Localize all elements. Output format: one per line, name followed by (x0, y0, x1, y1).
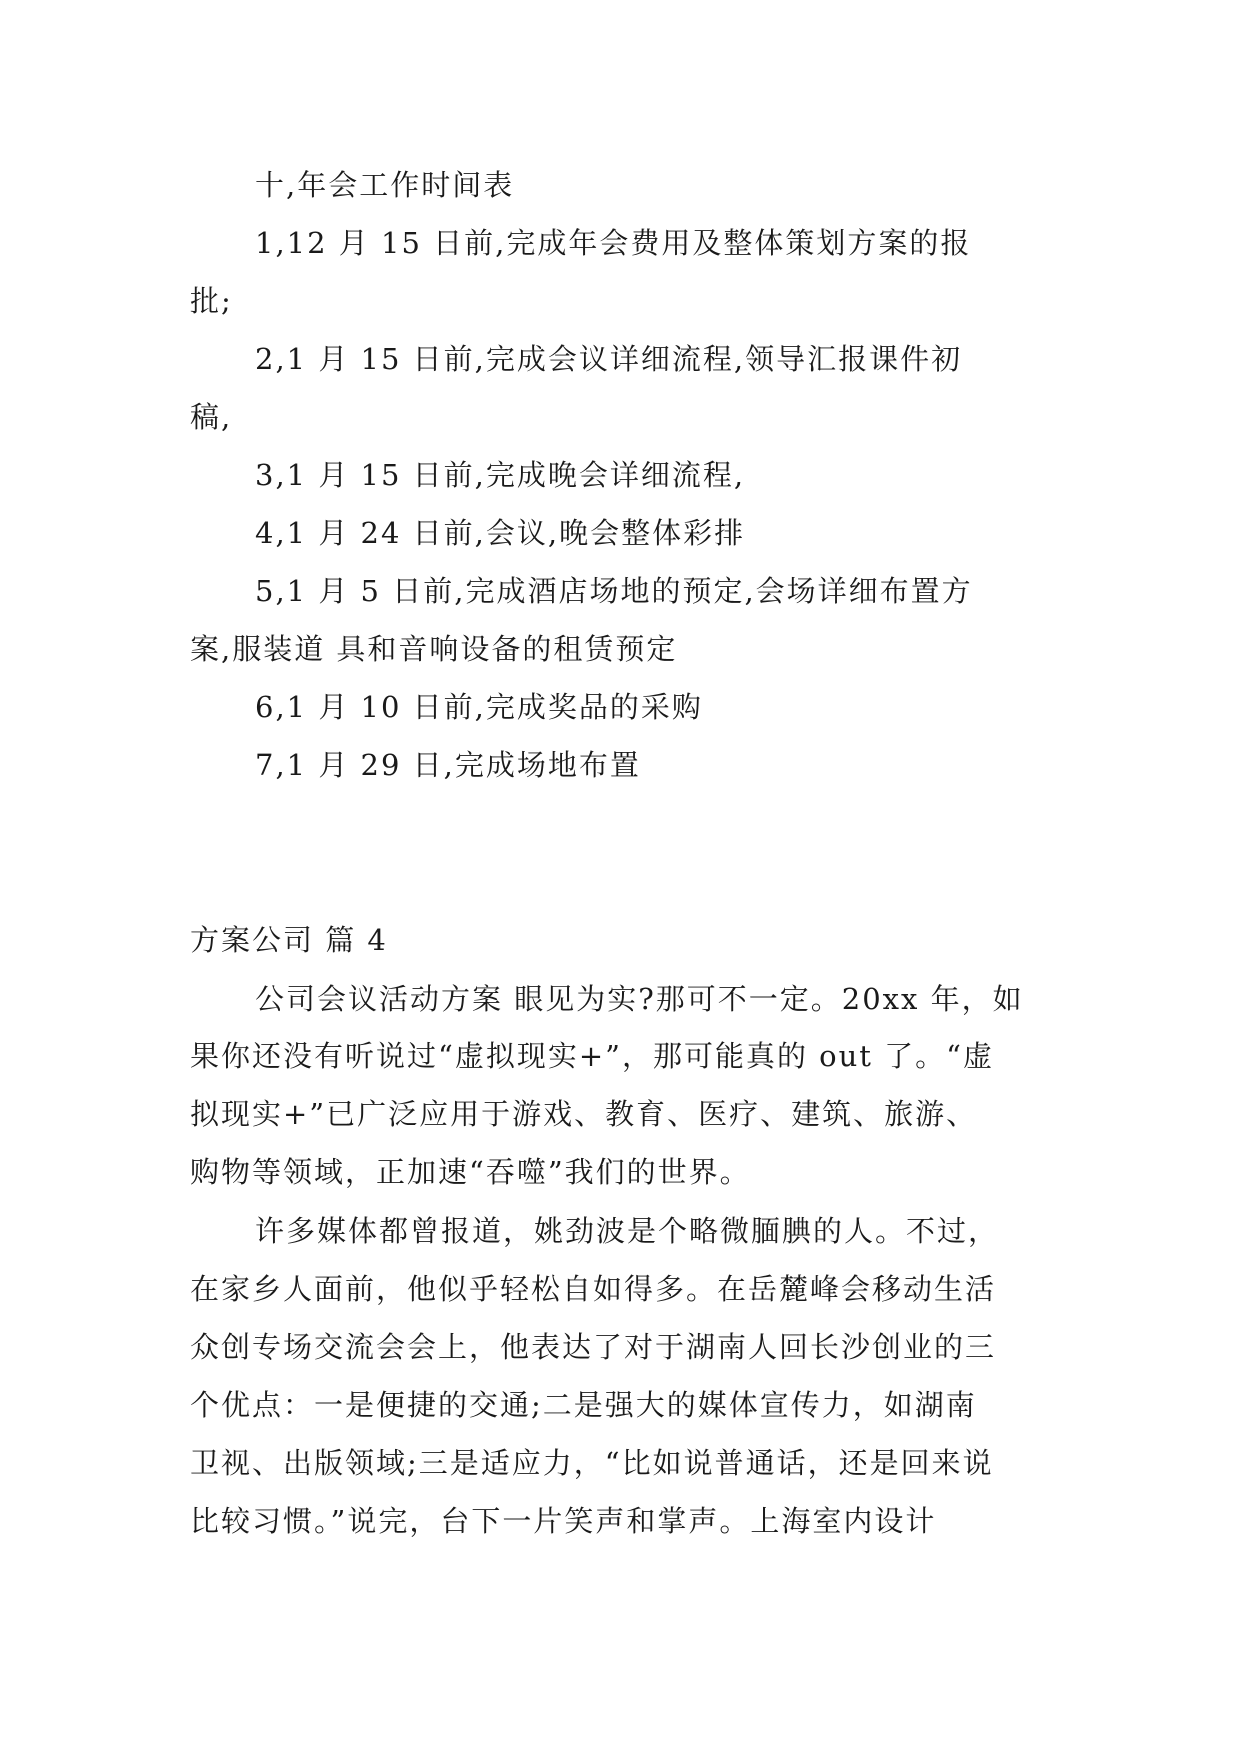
schedule-item-5-cont: 案,服装道 具和音响设备的租赁预定 (190, 632, 678, 666)
schedule-item-2: 2,1 月 15 日前,完成会议详细流程,领导汇报课件初 (255, 342, 963, 376)
paragraph-1-line-3: 拟现实+”已广泛应用于游戏、教育、医疗、建筑、旅游、 (190, 1097, 978, 1131)
paragraph-1-line-1: 公司会议活动方案 眼见为实?那可不一定。20xx 年，如 (255, 982, 1024, 1016)
paragraph-2-line-6: 比较习惯。”说完，台下一片笑声和掌声。上海室内设计 (190, 1504, 937, 1538)
schedule-item-5: 5,1 月 5 日前,完成酒店场地的预定,会场详细布置方 (255, 574, 973, 608)
schedule-item-3: 3,1 月 15 日前,完成晚会详细流程, (255, 458, 746, 492)
paragraph-2-line-5: 卫视、出版领域;三是适应力，“比如说普通话，还是回来说 (190, 1446, 994, 1480)
schedule-item-7: 7,1 月 29 日,完成场地布置 (255, 748, 641, 782)
schedule-item-1: 1,12 月 15 日前,完成年会费用及整体策划方案的报 (255, 226, 972, 260)
paragraph-2-line-3: 众创专场交流会会上，他表达了对于湖南人回长沙创业的三 (190, 1330, 997, 1364)
schedule-item-4: 4,1 月 24 日前,会议,晚会整体彩排 (255, 516, 746, 550)
paragraph-1-line-2: 果你还没有听说过“虚拟现实+”，那可能真的 out 了。“虚 (190, 1039, 995, 1073)
paragraph-2-line-4: 个优点：一是便捷的交通;二是强大的媒体宣传力，如湖南 (190, 1388, 977, 1422)
schedule-item-1-cont: 批; (190, 284, 233, 318)
paragraph-2-line-2: 在家乡人面前，他似乎轻松自如得多。在岳麓峰会移动生活 (190, 1272, 997, 1306)
section-heading-2: 方案公司 篇 4 (190, 923, 388, 957)
paragraph-2-line-1: 许多媒体都曾报道，姚劲波是个略微腼腆的人。不过， (255, 1214, 1000, 1248)
section-heading: 十,年会工作时间表 (255, 168, 515, 202)
schedule-item-2-cont: 稿, (190, 400, 233, 434)
schedule-item-6: 6,1 月 10 日前,完成奖品的采购 (255, 690, 703, 724)
paragraph-1-line-4: 购物等领域，正加速“吞噬”我们的世界。 (190, 1155, 751, 1189)
